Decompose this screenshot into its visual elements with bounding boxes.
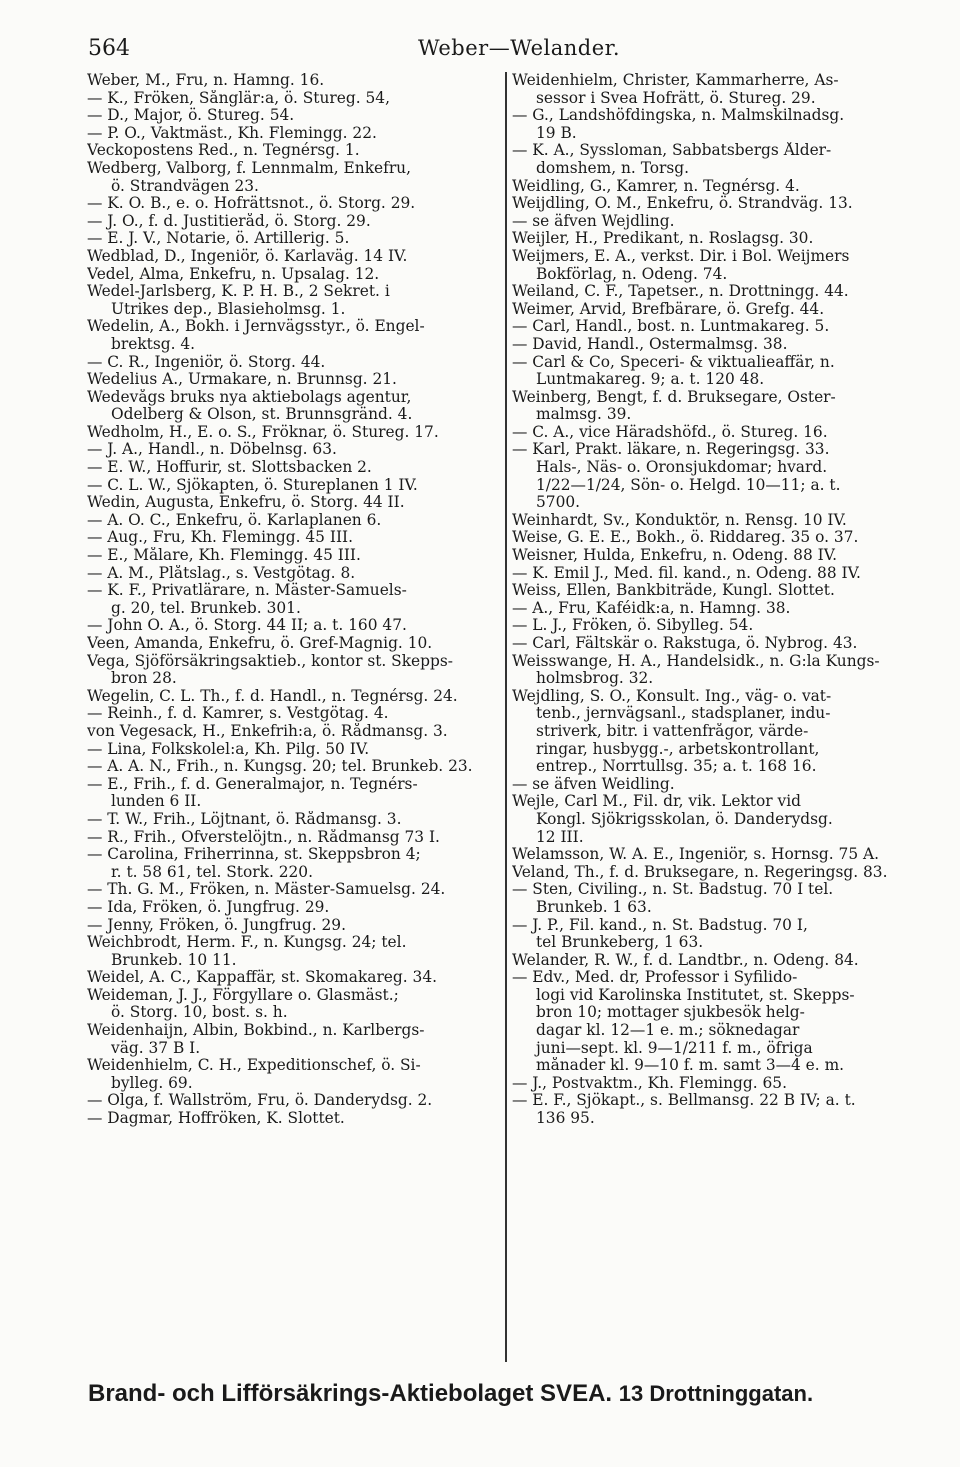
- directory-entry-line: väg. 37 B I.: [111, 1039, 201, 1057]
- directory-entry-line: ö. Storg. 10, bost. s. h.: [111, 1004, 288, 1022]
- directory-entry-line: — A. M., Plåtslag., s. Vestgötag. 8.: [87, 564, 356, 582]
- directory-entry-line: — Edv., Med. dr, Professor i Syfilido-: [512, 969, 798, 987]
- footer-address: 13 Drottninggatan.: [618, 1381, 814, 1406]
- directory-entry-line: Weijmers, E. A., verkst. Dir. i Bol. Weijmers: [512, 247, 850, 265]
- directory-entry-line: 136 95.: [536, 1110, 595, 1128]
- directory-entry-line: lunden 6 II.: [111, 793, 202, 811]
- directory-entry-line: Wegelin, C. L. Th., f. d. Handl., n. Tegnérsg. 24.: [87, 687, 458, 705]
- directory-entry-line: — Reinh., f. d. Kamrer, s. Vestgötag. 4.: [87, 705, 389, 723]
- directory-entry-line: logi vid Karolinska Institutet, st. Skepps-: [536, 986, 855, 1004]
- directory-entry-line: tel Brunkeberg, 1 63.: [536, 934, 704, 952]
- directory-entry-line: Wedholm, H., E. o. S., Fröknar, ö. Stureg. 17.: [87, 423, 439, 441]
- directory-entry-line: Veen, Amanda, Enkefru, ö. Gref-Magnig. 10.: [87, 635, 433, 652]
- directory-entry-line: — Dagmar, Hoffröken, K. Slottet.: [87, 1110, 345, 1128]
- directory-entry-line: — se äfven Wejdling.: [512, 212, 675, 230]
- directory-entry-line: — T. W., Frih., Löjtnant, ö. Rådmansg. 3.: [87, 810, 402, 828]
- directory-entry-line: Veland, Th., f. d. Bruksegare, n. Regeringsg. 83.: [512, 863, 888, 881]
- directory-entry-line: — Ida, Fröken, ö. Jungfrug. 29.: [87, 898, 330, 916]
- directory-entry-line: Wedelius A., Urmakare, n. Brunnsg. 21.: [87, 371, 397, 389]
- advertisement-footer: [88, 1380, 938, 1408]
- directory-entry-line: Weidenhielm, C. H., Expeditionschef, ö. Si-: [87, 1057, 421, 1075]
- directory-entry-line: Odelberg & Olson, st. Brunnsgränd. 4.: [111, 406, 413, 424]
- directory-entry-line: Vedel, Alma, Enkefru, n. Upsalag. 12.: [87, 265, 380, 283]
- directory-entry-line: Weichbrodt, Herm. F., n. Kungsg. 24; tel.: [87, 934, 407, 952]
- directory-entry-line: — A., Fru, Kaféidk:a, n. Hamng. 38.: [512, 599, 791, 617]
- directory-entry-line: — C. A., vice Häradshöfd., ö. Stureg. 16.: [512, 423, 828, 441]
- page-number: 564: [88, 36, 130, 61]
- directory-entry-line: — Carl, Handl., bost. n. Luntmakareg. 5.: [512, 318, 830, 336]
- directory-entry-line: dagar kl. 12—1 e. m.; söknedagar: [536, 1022, 800, 1040]
- directory-entry-line: — J. O., f. d. Justitieråd, ö. Storg. 29.: [87, 212, 371, 230]
- directory-entry-line: Hals-, Näs- o. Öronsjukdomar; hvard.: [536, 459, 828, 477]
- running-title: Weber—Welander.: [418, 36, 621, 60]
- directory-entry-line: Weisswange, H. A., Handelsidk., n. G:la Kungs-: [512, 652, 880, 670]
- directory-entry-line: ö. Strandvägen 23.: [111, 177, 259, 195]
- directory-entry-line: von Vegesack, H., Enkefrih:a, ö. Rådmansg. 3.: [87, 722, 448, 740]
- directory-entry-line: — E., Frih., f. d. Generalmajor, n. Tegnérs-: [87, 775, 418, 793]
- directory-entry-line: juni—sept. kl. 9—1/211 f. m., öfriga: [536, 1039, 813, 1057]
- directory-entry-line: striverk, bitr. i vattenfrågor, värde-: [536, 722, 809, 740]
- directory-entry-line: — K. O. B., e. o. Hofrättsnot., ö. Storg. 29.: [87, 195, 416, 213]
- directory-entry-line: — K. A., Syssloman, Sabbatsbergs Ålder-: [512, 142, 832, 160]
- directory-entry-line: Weiss, Ellen, Bankbiträde, Kungl. Slottet.: [512, 582, 835, 600]
- directory-entry-line: — K., Fröken, Sånglär:a, ö. Stureg. 54,: [87, 89, 390, 107]
- directory-entry-line: Weideman, J. J., Förgyllare o. Glasmäst.;: [87, 986, 399, 1004]
- directory-entry-line: — D., Major, ö. Stureg. 54.: [87, 107, 295, 125]
- directory-entry-line: — E., Målare, Kh. Flemingg. 45 III.: [87, 547, 361, 565]
- directory-entry-line: Wedevågs bruks nya aktiebolags agentur,: [87, 388, 412, 406]
- directory-entry-line: Weiland, C. F., Tapetser., n. Drottningg. 44.: [512, 283, 849, 301]
- directory-entry-line: bron 28.: [111, 670, 177, 688]
- directory-entry-line: Weisner, Hulda, Enkefru, n. Odeng. 88 IV.: [512, 547, 838, 565]
- directory-entry-line: — E. F., Sjökapt., s. Bellmansg. 22 B IV; a. t.: [512, 1092, 856, 1110]
- directory-entry-line: — R., Frih., Öfverstelöjtn., n. Rådmansg 73 I.: [87, 828, 440, 846]
- directory-entry-line: — Lina, Folkskolel:a, Kh. Pilg. 50 IV.: [87, 740, 370, 758]
- footer-company: Brand- och Lifförsäkrings-Aktiebolaget SVEA.: [88, 1380, 613, 1407]
- directory-entry-line: 12 III.: [536, 828, 584, 846]
- directory-entry-line: — Carolina, Friherrinna, st. Skeppsbron 4;: [87, 846, 421, 864]
- directory-entry-line: Weise, G. E. E., Bokh., ö. Riddareg. 35 o. 37.: [512, 529, 859, 547]
- directory-entry-line: Vega, Sjöförsäkringsaktieb., kontor st. Skepps-: [87, 652, 453, 670]
- directory-entry-line: domshem, n. Torsg.: [536, 159, 690, 177]
- directory-entry-line: Wedblad, D., Ingeniör, ö. Karlaväg. 14 IV.: [87, 247, 408, 265]
- directory-entry-line: Utrikes dep., Blasieholmsg. 1.: [111, 300, 346, 318]
- directory-entry-line: Weinberg, Bengt, f. d. Bruksegare, Öster-: [512, 388, 836, 406]
- directory-entry-line: — G., Landshöfdingska, n. Malmskilnadsg.: [512, 107, 845, 125]
- directory-entry-line: — E. J. V., Notarie, ö. Artillerig. 5.: [87, 230, 350, 248]
- directory-entry-line: Wejle, Carl M., Fil. dr, vik. Lektor vid: [512, 793, 801, 811]
- left-column: [87, 72, 501, 1128]
- directory-entry-line: — John O. A., ö. Storg. 44 II; a. t. 160 47.: [87, 617, 407, 635]
- directory-entry-line: bron 10; mottager sjukbesök helg-: [536, 1004, 805, 1022]
- directory-entry-line: brektsg. 4.: [111, 335, 196, 353]
- directory-entry-line: Kongl. Sjökrigsskolan, ö. Danderydsg.: [536, 810, 833, 828]
- directory-entry-line: — L. J., Fröken, ö. Sibylleg. 54.: [512, 617, 754, 635]
- directory-entry-line: Weber, M., Fru, n. Hamng. 16.: [87, 72, 325, 89]
- column-divider: [505, 72, 507, 1362]
- directory-entry-line: — A. A. N., Frih., n. Kungsg. 20; tel. Brunkeb. 23.: [87, 758, 473, 776]
- directory-entry-line: — C. R., Ingeniör, ö. Storg. 44.: [87, 353, 326, 371]
- directory-entry-line: Wedin, Augusta, Enkefru, ö. Storg. 44 II.: [87, 494, 405, 512]
- directory-entry-line: — C. L. W., Sjökapten, ö. Stureplanen 1 IV.: [87, 476, 418, 494]
- page-header: [88, 36, 938, 66]
- directory-entry-line: 5700.: [536, 494, 581, 512]
- directory-entry-line: Weijdling, O. M., Enkefru, ö. Strandväg. 13.: [512, 195, 853, 213]
- directory-entry-line: månader kl. 9—10 f. m. samt 3—4 e. m.: [536, 1057, 845, 1075]
- right-column: [512, 72, 942, 1128]
- directory-entry-line: malmsg. 39.: [536, 406, 632, 424]
- directory-entry-line: Wedel-Jarlsberg, K. P. H. B., 2 Sekret. i: [87, 283, 390, 301]
- directory-entry-line: — Th. G. M., Fröken, n. Mäster-Samuelsg. 24.: [87, 881, 446, 899]
- directory-entry-line: — J., Postvaktm., Kh. Flemingg. 65.: [512, 1074, 787, 1092]
- directory-entry-line: bylleg. 69.: [111, 1074, 193, 1092]
- directory-entry-line: Weidenhielm, Christer, Kammarherre, As-: [512, 72, 839, 89]
- directory-entry-line: Welander, R. W., f. d. Landtbr., n. Odeng. 84.: [512, 951, 859, 969]
- directory-entry-line: — David, Handl., Östermalmsg. 38.: [512, 335, 788, 353]
- directory-entry-line: Weidel, A. C., Kappaffär, st. Skomakareg. 34.: [87, 969, 438, 987]
- directory-entry-line: — Aug., Fru, Kh. Flemingg. 45 III.: [87, 529, 353, 547]
- directory-entry-line: holmsbrog. 32.: [536, 670, 654, 688]
- directory-entry-line: — se äfven Weidling.: [512, 775, 675, 793]
- directory-entry-line: — Carl, Fältskär o. Rakstuga, ö. Nybrog. 43.: [512, 635, 858, 652]
- directory-entry-line: — Karl, Prakt. läkare, n. Regeringsg. 33.: [512, 441, 830, 459]
- directory-entry-line: 1/22—1/24, Sön- o. Helgd. 10—11; a. t.: [536, 476, 841, 494]
- directory-entry-line: Wedberg, Valborg, f. Lennmalm, Enkefru,: [87, 159, 411, 177]
- directory-entry-line: — Carl & Co, Speceri- & viktualieaffär, n.: [512, 353, 835, 371]
- directory-entry-line: Brunkeb. 1 63.: [536, 898, 652, 916]
- directory-entry-line: Brunkeb. 10 11.: [111, 951, 237, 969]
- directory-entry-line: Wejdling, S. O., Konsult. Ing., väg- o. vat-: [512, 687, 832, 705]
- directory-entry-line: Wedelin, A., Bokh. i Jernvägsstyr., ö. Engel-: [87, 318, 425, 336]
- directory-entry-line: Weimer, Arvid, Brefbärare, ö. Grefg. 44.: [512, 300, 825, 318]
- directory-entry-line: ringar, husbygg.-, arbetskontrollant,: [536, 740, 820, 758]
- directory-entry-line: Bokförlag, n. Odeng. 74.: [536, 265, 728, 283]
- directory-entry-line: Welamsson, W. A. E., Ingeniör, s. Hornsg. 75 A.: [512, 846, 880, 864]
- directory-entry-line: tenb., jernvägsanl., stadsplaner, indu-: [536, 705, 831, 723]
- directory-entry-line: g. 20, tel. Brunkeb. 301.: [111, 599, 301, 617]
- directory-entry-line: — A. O. C., Enkefru, ö. Karlaplanen 6.: [87, 511, 382, 529]
- directory-entry-line: entrep., Norrtullsg. 35; a. t. 168 16.: [536, 758, 817, 776]
- directory-entry-line: r. t. 58 61, tel. Stork. 220.: [111, 863, 313, 881]
- directory-entry-line: — Sten, Civiling., n. St. Badstug. 70 I tel.: [512, 881, 834, 899]
- directory-entry-line: — K. F., Privatlärare, n. Mäster-Samuels-: [87, 582, 407, 600]
- directory-entry-line: — Olga, f. Wallström, Fru, ö. Danderydsg. 2.: [87, 1092, 433, 1110]
- directory-entry-line: Weijler, H., Predikant, n. Roslagsg. 30.: [512, 230, 814, 248]
- directory-entry-line: sessor i Svea Hofrätt, ö. Stureg. 29.: [536, 89, 816, 107]
- directory-entry-line: Weidling, G., Kamrer, n. Tegnérsg. 4.: [512, 177, 800, 195]
- directory-entry-line: Weinhardt, Sv., Konduktör, n. Rensg. 10 IV.: [512, 511, 847, 529]
- directory-entry-line: — J. P., Fil. kand., n. St. Badstug. 70 I,: [512, 916, 808, 934]
- directory-entry-line: 19 B.: [536, 124, 577, 142]
- directory-entry-line: — J. A., Handl., n. Döbelnsg. 63.: [87, 441, 337, 459]
- directory-entry-line: Luntmakareg. 9; a. t. 120 48.: [536, 371, 765, 389]
- directory-entry-line: — K. Emil J., Med. fil. kand., n. Odeng. 88 IV.: [512, 564, 861, 582]
- directory-entry-line: — E. W., Hoffurir, st. Slottsbacken 2.: [87, 459, 372, 477]
- directory-entry-line: Veckopostens Red., n. Tegnérsg. 1.: [87, 142, 360, 160]
- directory-entry-line: Weidenhaijn, Albin, Bokbind., n. Karlbergs-: [87, 1022, 425, 1040]
- directory-entry-line: — Jenny, Fröken, ö. Jungfrug. 29.: [87, 916, 346, 934]
- directory-entry-line: — P. O., Vaktmäst., Kh. Flemingg. 22.: [87, 124, 377, 142]
